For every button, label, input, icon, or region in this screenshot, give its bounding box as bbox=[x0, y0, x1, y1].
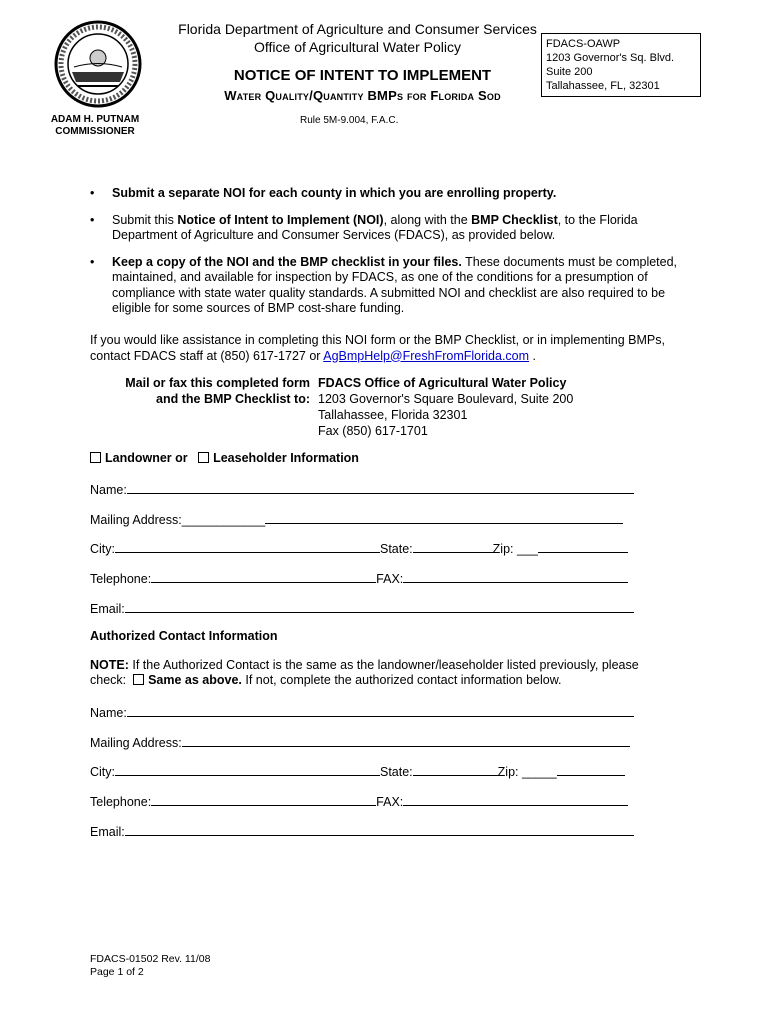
state-label: State: bbox=[380, 765, 413, 779]
contact-telephone-field[interactable] bbox=[151, 792, 376, 806]
mailing-address-label: Mailing Address: bbox=[90, 513, 182, 527]
leaseholder-option-label: Leaseholder Information bbox=[213, 451, 359, 465]
telephone-label: Telephone: bbox=[90, 572, 152, 586]
instruction-text: , to the Florida Department of Agriculture and Consumer Services (FDACS), as provided below. bbox=[112, 212, 638, 242]
landowner-email-row bbox=[90, 599, 634, 615]
leaseholder-checkbox[interactable] bbox=[198, 452, 209, 463]
contact-city-row bbox=[90, 762, 625, 778]
name-label: Name: bbox=[90, 706, 127, 720]
contact-email-row bbox=[90, 822, 634, 838]
fax-label: FAX: bbox=[376, 572, 404, 586]
instruction-bold: Keep a copy of the NOI and the BMP checklist in your files. bbox=[112, 254, 462, 269]
instruction-bold: Notice of Intent to Implement (NOI) bbox=[177, 212, 384, 227]
mail-org: FDACS Office of Agricultural Water Policy bbox=[318, 376, 567, 390]
note-end-text: If not, complete the authorized contact information below. bbox=[241, 673, 562, 687]
name-field[interactable] bbox=[127, 480, 634, 494]
department-name bbox=[165, 20, 550, 56]
instruction-bold: BMP Checklist bbox=[471, 212, 558, 227]
bullet-icon: • bbox=[90, 254, 95, 269]
city-label: City: bbox=[90, 765, 115, 779]
zip-value: ___ bbox=[517, 542, 538, 556]
landowner-city-row bbox=[90, 539, 628, 555]
fax-label: FAX: bbox=[376, 795, 404, 809]
note-check-text: check: bbox=[90, 673, 127, 687]
address-line: Suite 200 bbox=[546, 66, 593, 78]
contact-city-field[interactable] bbox=[115, 762, 380, 776]
zip-field[interactable] bbox=[538, 539, 628, 553]
note-text: If the Authorized Contact is the same as the landowner/leaseholder listed previously, please bbox=[128, 658, 639, 672]
landowner-checkbox[interactable] bbox=[90, 452, 101, 463]
contact-mailing-row bbox=[90, 733, 630, 749]
telephone-field[interactable] bbox=[151, 569, 376, 583]
document-subtitle: Water Quality/Quantity BMPs for Florida Sod bbox=[224, 88, 501, 103]
telephone-label: Telephone: bbox=[90, 795, 152, 809]
page-footer bbox=[90, 953, 210, 979]
mail-instructions-label bbox=[90, 375, 310, 407]
contact-state-field[interactable] bbox=[413, 762, 498, 776]
fax-field[interactable] bbox=[403, 569, 628, 583]
name-label: Name: bbox=[90, 483, 127, 497]
landowner-mailing-row bbox=[90, 510, 623, 526]
address-box bbox=[541, 33, 701, 97]
address-line: 1203 Governor's Sq. Blvd. bbox=[546, 52, 675, 64]
bullet-icon: • bbox=[90, 212, 95, 227]
zip-value: _____ bbox=[522, 765, 557, 779]
contact-fax-field[interactable] bbox=[403, 792, 628, 806]
department-line: Florida Department of Agriculture and Consumer Services bbox=[178, 21, 537, 37]
assistance-end: . bbox=[529, 348, 536, 363]
contact-zip-field[interactable] bbox=[557, 762, 625, 776]
mail-label-line: and the BMP Checklist to: bbox=[156, 392, 310, 406]
instruction-text: , along with the bbox=[383, 212, 472, 227]
list-item bbox=[90, 186, 690, 202]
email-link[interactable]: AgBmpHelp@FreshFromFlorida.com bbox=[323, 348, 530, 363]
contact-name-row bbox=[90, 703, 634, 719]
address-line: FDACS-OAWP bbox=[546, 38, 621, 50]
commissioner-block bbox=[40, 114, 150, 138]
mailing-address-label: Mailing Address: bbox=[90, 736, 182, 750]
contact-name-field[interactable] bbox=[127, 703, 634, 717]
instruction-text: These documents must be completed, maintained, and available for inspection by FDACS, as one of the conditions for a presumption of compliance with state water quality standards. A submitted NOI and checklist are also required to be eligible for some sources of BMP cost-share funding. bbox=[112, 254, 678, 315]
instruction-text: Submit this bbox=[112, 212, 178, 227]
landowner-option-label: Landowner or bbox=[105, 451, 188, 465]
list-item bbox=[90, 213, 690, 244]
assistance-paragraph bbox=[90, 333, 690, 364]
commissioner-name: ADAM H. PUTNAM bbox=[50, 114, 140, 125]
contact-phone-row bbox=[90, 792, 628, 808]
contact-mailing-field[interactable] bbox=[182, 733, 630, 747]
list-item bbox=[90, 255, 690, 317]
landowner-phone-row bbox=[90, 569, 628, 585]
city-field[interactable] bbox=[115, 539, 380, 553]
note-label: NOTE: bbox=[90, 658, 129, 672]
same-as-above-label: Same as above. bbox=[148, 673, 242, 687]
email-field[interactable] bbox=[125, 599, 634, 613]
contact-email-field[interactable] bbox=[125, 822, 634, 836]
state-seal-logo bbox=[54, 20, 142, 108]
mail-street: 1203 Governor's Square Boulevard, Suite 200 bbox=[318, 392, 574, 406]
contact-note bbox=[90, 658, 690, 688]
mail-address bbox=[318, 375, 698, 439]
mail-fax: Fax (850) 617-1701 bbox=[318, 424, 428, 438]
mail-city: Tallahassee, Florida 32301 bbox=[318, 408, 468, 422]
email-label: Email: bbox=[90, 602, 125, 616]
zip-label: Zip: bbox=[497, 765, 519, 779]
city-label: City: bbox=[90, 542, 115, 556]
assistance-text: If you would like assistance in completing this NOI form or the BMP Checklist, or in implementing BMPs, contact FDACS staff at (850) 617-1727 or bbox=[90, 333, 665, 363]
same-as-above-checkbox[interactable] bbox=[133, 674, 144, 685]
mail-label-line: Mail or fax this completed form bbox=[125, 376, 310, 390]
page-number: Page 1 of 2 bbox=[90, 966, 144, 978]
state-field[interactable] bbox=[413, 539, 493, 553]
office-line: Office of Agricultural Water Policy bbox=[254, 39, 461, 55]
contact-section-heading: Authorized Contact Information bbox=[90, 629, 278, 643]
landowner-name-row bbox=[90, 480, 634, 496]
address-line: Tallahassee, FL, 32301 bbox=[546, 80, 660, 92]
landowner-section-heading bbox=[90, 450, 359, 466]
zip-label: Zip: bbox=[492, 542, 514, 556]
mailing-address-value: ____________ bbox=[181, 513, 266, 527]
instruction-list bbox=[90, 186, 690, 328]
document-title: NOTICE OF INTENT TO IMPLEMENT bbox=[233, 67, 492, 84]
state-label: State: bbox=[380, 542, 413, 556]
mailing-address-field[interactable] bbox=[265, 510, 623, 524]
form-id: FDACS-01502 Rev. 11/08 bbox=[90, 953, 211, 965]
instruction-text: Submit a separate NOI for each county in which you are enrolling property. bbox=[112, 186, 557, 200]
rule-reference: Rule 5M-9.004, F.A.C. bbox=[300, 115, 399, 126]
email-label: Email: bbox=[90, 825, 125, 839]
commissioner-title: COMMISSIONER bbox=[55, 126, 135, 137]
bullet-icon: • bbox=[90, 186, 95, 200]
